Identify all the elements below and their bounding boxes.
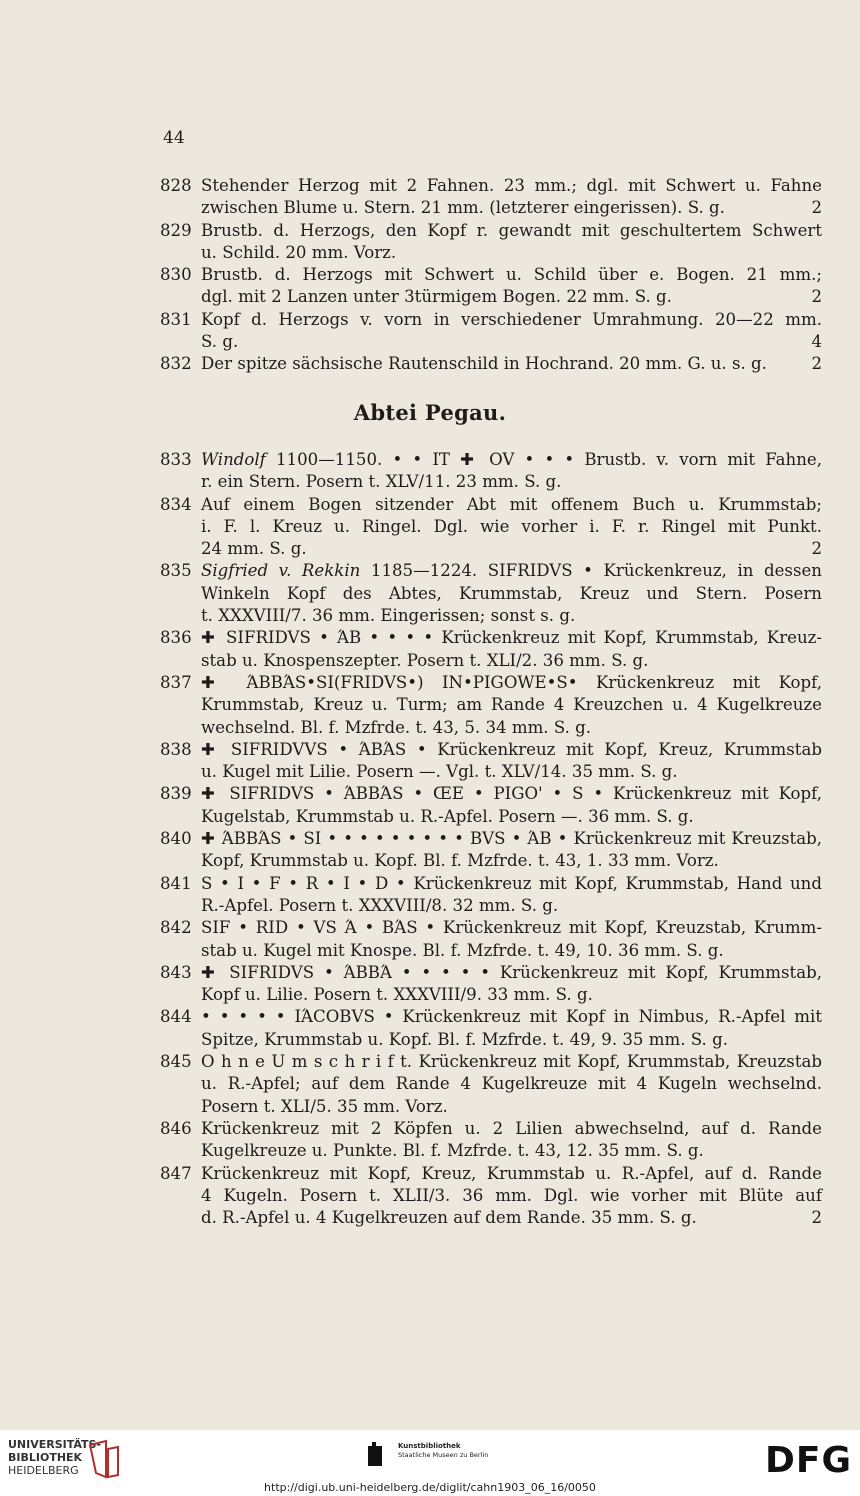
entry-line [201,694,822,716]
entries-top [160,175,822,376]
entry-line [201,1207,822,1229]
entry-line [201,917,822,939]
entry-line-text: ✚ ΆBBΆS • SI • • • • • • • • • BVS • ΆB • Krückenkreuz mit Kreuzstab, [201,829,822,849]
entry-line [201,1051,822,1073]
entry-line [201,1185,822,1207]
entry-line-text: Kugelstab, Krummstab u. R.-Apfel. Posern —. 36 mm. S. g. [201,806,694,826]
catalog-entry [160,672,822,739]
entry-line [201,331,822,353]
entry-line [201,242,822,264]
entry-number: 839 [160,784,192,804]
entry-line-text: Auf einem Bogen sitzender Abt mit offenem Buch u. Krummstab; [201,494,822,514]
entry-line [201,1163,822,1185]
catalog-entry [160,220,822,265]
entry-rarity: 2 [811,354,822,374]
catalog-entry [160,627,822,672]
entry-number: 847 [160,1163,192,1183]
entry-line-text: Winkeln Kopf des Abtes, Krummstab, Kreuz und Stern. Posern [201,583,822,603]
entry-line [201,286,822,308]
entry-line [201,672,822,694]
entry-line-text: i. F. l. Kreuz u. Ringel. Dgl. wie vorher i. F. r. Ringel mit Punkt. [201,516,822,536]
entry-line [201,1096,822,1118]
entry-line-text: ✚ ΆBBΆS•SI(FRIDVS•) IN•PIGOWE•S• Krückenkreuz mit Kopf, [201,672,822,692]
entry-line-text: stab u. Knospenszepter. Posern t. XLI/2. 36 mm. S. g. [201,650,649,670]
entry-line [201,264,822,286]
catalog-entry [160,1006,822,1051]
entry-line [201,583,822,605]
entry-line-text: u. Schild. 20 mm. Vorz. [201,242,397,262]
entry-line-text: R.-Apfel. Posern t. XXXVIII/8. 32 mm. S. g. [201,895,559,915]
entry-name-italic: Windolf [201,450,266,469]
catalog-entry [160,739,822,784]
catalog-entry [160,917,822,962]
entry-line-text: Stehender Herzog mit 2 Fahnen. 23 mm.; dgl. mit Schwert u. Fahne [201,176,822,195]
entry-line-text: Krückenkreuz mit 2 Köpfen u. 2 Lilien abwechselnd, auf d. Rande [201,1118,822,1138]
entry-line-text: Krückenkreuz mit Kopf, Kreuz, Krummstab u. R.-Apfel, auf d. Rande [201,1163,822,1183]
catalog-entry [160,175,822,220]
catalog-entry [160,353,822,375]
entry-line [201,739,822,761]
entry-line-text: r. ein Stern. Posern t. XLV/11. 23 mm. S. g. [201,472,562,492]
catalog-entry [160,828,822,873]
entry-line-text: wechselnd. Bl. f. Mzfrde. t. 43, 5. 34 mm. S. g. [201,717,592,737]
entry-line-text: Krummstab, Kreuz u. Turm; am Rande 4 Kreuzchen u. 4 Kugelkreuze [201,695,822,715]
entry-number: 830 [160,265,192,285]
entries-bottom [160,449,822,1229]
university-line-1: UNIVERSITÄTS- [8,1438,102,1451]
entry-line [201,873,822,895]
entry-rarity: 2 [811,198,822,218]
entry-line-text: Brustb. d. Herzogs mit Schwert u. Schild über e. Bogen. 21 mm.; [201,265,822,285]
entry-line [201,197,822,219]
entry-number: 834 [160,494,192,514]
entry-line [201,353,822,375]
entry-line [201,560,822,582]
entry-number: 833 [160,450,192,469]
entry-line [201,806,822,828]
footer-bar [0,1430,860,1496]
entry-line-text: dgl. mit 2 Lanzen unter 3türmigem Bogen. 22 mm. S. g. [201,287,672,307]
entry-line [201,1140,822,1162]
entry-line-text: t. XXXVIII/7. 36 mm. Eingerissen; sonst s. g. [201,606,576,626]
entry-line [201,1006,822,1028]
entry-line [201,895,822,917]
entry-line-text: Kopf, Krummstab u. Kopf. Bl. f. Mzfrde. t. 43, 1. 33 mm. Vorz. [201,851,719,871]
dfg-logo[interactable]: DFG [765,1440,853,1481]
entry-line-text: stab u. Kugel mit Knospe. Bl. f. Mzfrde. t. 49, 10. 36 mm. S. g. [201,940,724,960]
entry-line-text: ✚ SIFRIDVVS • ΆBΆS • Krückenkreuz mit Kopf, Kreuz, Krummstab [201,739,822,759]
entry-number: 846 [160,1118,192,1138]
catalog-entry [160,494,822,561]
entry-line-text: 24 mm. S. g. [201,539,307,559]
entry-line-text: O h n e U m s c h r i f t. Krückenkreuz mit Kopf, Krummstab, Kreuzstab [201,1052,822,1072]
entry-line-text: Der spitze sächsische Rautenschild in Hochrand. 20 mm. G. u. s. g. [201,354,767,374]
kunstbibliothek-text [398,1442,488,1460]
entry-line-text: Kopf d. Herzogs v. vorn in verschiedener Umrahmung. 20—22 mm. [201,309,822,329]
entry-number: 828 [160,176,192,195]
entry-line-text: ✚ SIFRIDVS • ΆBBΆ • • • • • Krückenkreuz mit Kopf, Krummstab, [201,962,822,982]
entry-line [201,494,822,516]
catalog-entry [160,1163,822,1230]
university-line-2: BIBLIOTHEK [8,1451,83,1464]
entry-name-italic: Sigfried v. Rekkin [201,561,361,581]
catalog-entry [160,1118,822,1163]
catalog-entry [160,309,822,354]
entry-line-text: 4 Kugeln. Posern t. XLII/3. 36 mm. Dgl. wie vorher mit Blüte auf [201,1185,822,1205]
entry-line [201,538,822,560]
entry-line [201,761,822,783]
entry-line [201,1073,822,1095]
entry-line [201,1029,822,1051]
kunstbibliothek-logo-icon[interactable] [366,1442,392,1470]
entry-number: 841 [160,873,192,893]
entry-number: 837 [160,672,192,692]
entry-line-text: S • I • F • R • I • D • Krückenkreuz mit Kopf, Krummstab, Hand und [201,873,822,893]
page-number: 44 [163,128,185,148]
entry-rarity: 2 [811,539,822,559]
kb-title: Kunstbibliothek [398,1442,461,1450]
entry-line [201,940,822,962]
entry-line [201,471,822,493]
entry-line-text: ✚ SIFRIDVS • ΆBBΆS • ŒE • PIGO' • S • Krückenkreuz mit Kopf, [201,784,822,804]
entry-number: 832 [160,354,192,374]
entry-line-text: Posern t. XLI/5. 35 mm. Vorz. [201,1096,448,1116]
entry-line-text: SIF • RID • VS Ά • BΆS • Krückenkreuz mit Kopf, Kreuzstab, Krumm- [201,918,822,938]
entry-number: 842 [160,918,192,938]
catalog-entry [160,1051,822,1118]
entry-line [201,850,822,872]
entry-number: 835 [160,561,192,581]
entry-line [201,175,822,197]
entry-line [201,783,822,805]
entry-number: 829 [160,220,192,240]
section-title: Abtei Pegau. [353,400,507,425]
entry-rarity: 2 [811,1208,822,1228]
entry-line [201,449,822,471]
entry-line-text: Brustb. d. Herzogs, den Kopf r. gewandt mit geschultertem Schwert [201,220,822,240]
entry-line-text: S. g. [201,332,239,352]
entry-number: 844 [160,1007,192,1027]
entry-line-text: d. R.-Apfel u. 4 Kugelkreuzen auf dem Rande. 35 mm. S. g. [201,1208,697,1228]
entry-line-text: 1100—1150. • • IT ✚ OV • • • Brustb. v. vorn mit Fahne, [265,450,822,469]
entry-number: 845 [160,1052,192,1072]
university-logo-icon[interactable] [86,1439,122,1479]
entry-rarity: 4 [811,332,822,352]
entry-line [201,516,822,538]
university-line-3: HEIDELBERG [8,1464,79,1477]
entry-line-text: 1185—1224. SIFRIDVS • Krückenkreuz, in dessen [360,561,822,581]
entry-line [201,1118,822,1140]
entry-line [201,220,822,242]
entry-line [201,605,822,627]
entry-line-text: • • • • • IΆCOBVS • Krückenkreuz mit Kopf in Nimbus, R.-Apfel mit [201,1007,822,1027]
catalog-entry [160,873,822,918]
entry-line [201,627,822,649]
entry-number: 843 [160,962,192,982]
source-url-link[interactable]: http://digi.ub.uni-heidelberg.de/diglit/cahn1903_06_16/0050 [264,1481,596,1494]
entry-line-text: Kopf u. Lilie. Posern t. XXXVIII/9. 33 mm. S. g. [201,985,593,1005]
catalog-entry [160,560,822,627]
entry-line [201,828,822,850]
entry-line [201,962,822,984]
entry-line-text: Kugelkreuze u. Punkte. Bl. f. Mzfrde. t. 43, 12. 35 mm. S. g. [201,1141,704,1161]
entry-line [201,309,822,331]
entry-line [201,650,822,672]
entry-rarity: 2 [811,287,822,307]
catalog-entry [160,449,822,494]
entry-number: 831 [160,309,192,329]
entry-number: 836 [160,628,192,648]
catalog-entry [160,264,822,309]
entry-number: 840 [160,829,192,849]
entry-line-text: zwischen Blume u. Stern. 21 mm. (letzterer eingerissen). S. g. [201,198,725,218]
entry-line-text: u. R.-Apfel; auf dem Rande 4 Kugelkreuze mit 4 Kugeln wechselnd. [201,1074,822,1094]
entry-line [201,717,822,739]
catalog-entry [160,962,822,1007]
entry-line-text: ✚ SIFRIDVS • ΆB • • • • Krückenkreuz mit Kopf, Krummstab, Kreuz- [201,628,822,648]
entry-line-text: u. Kugel mit Lilie. Posern —. Vgl. t. XLV/14. 35 mm. S. g. [201,762,678,782]
entry-number: 838 [160,739,192,759]
entry-line [201,984,822,1006]
catalog-entry [160,783,822,828]
entry-line-text: Spitze, Krummstab u. Kopf. Bl. f. Mzfrde. t. 49, 9. 35 mm. S. g. [201,1029,729,1049]
kb-subtitle: Staatliche Museen zu Berlin [398,1451,489,1459]
